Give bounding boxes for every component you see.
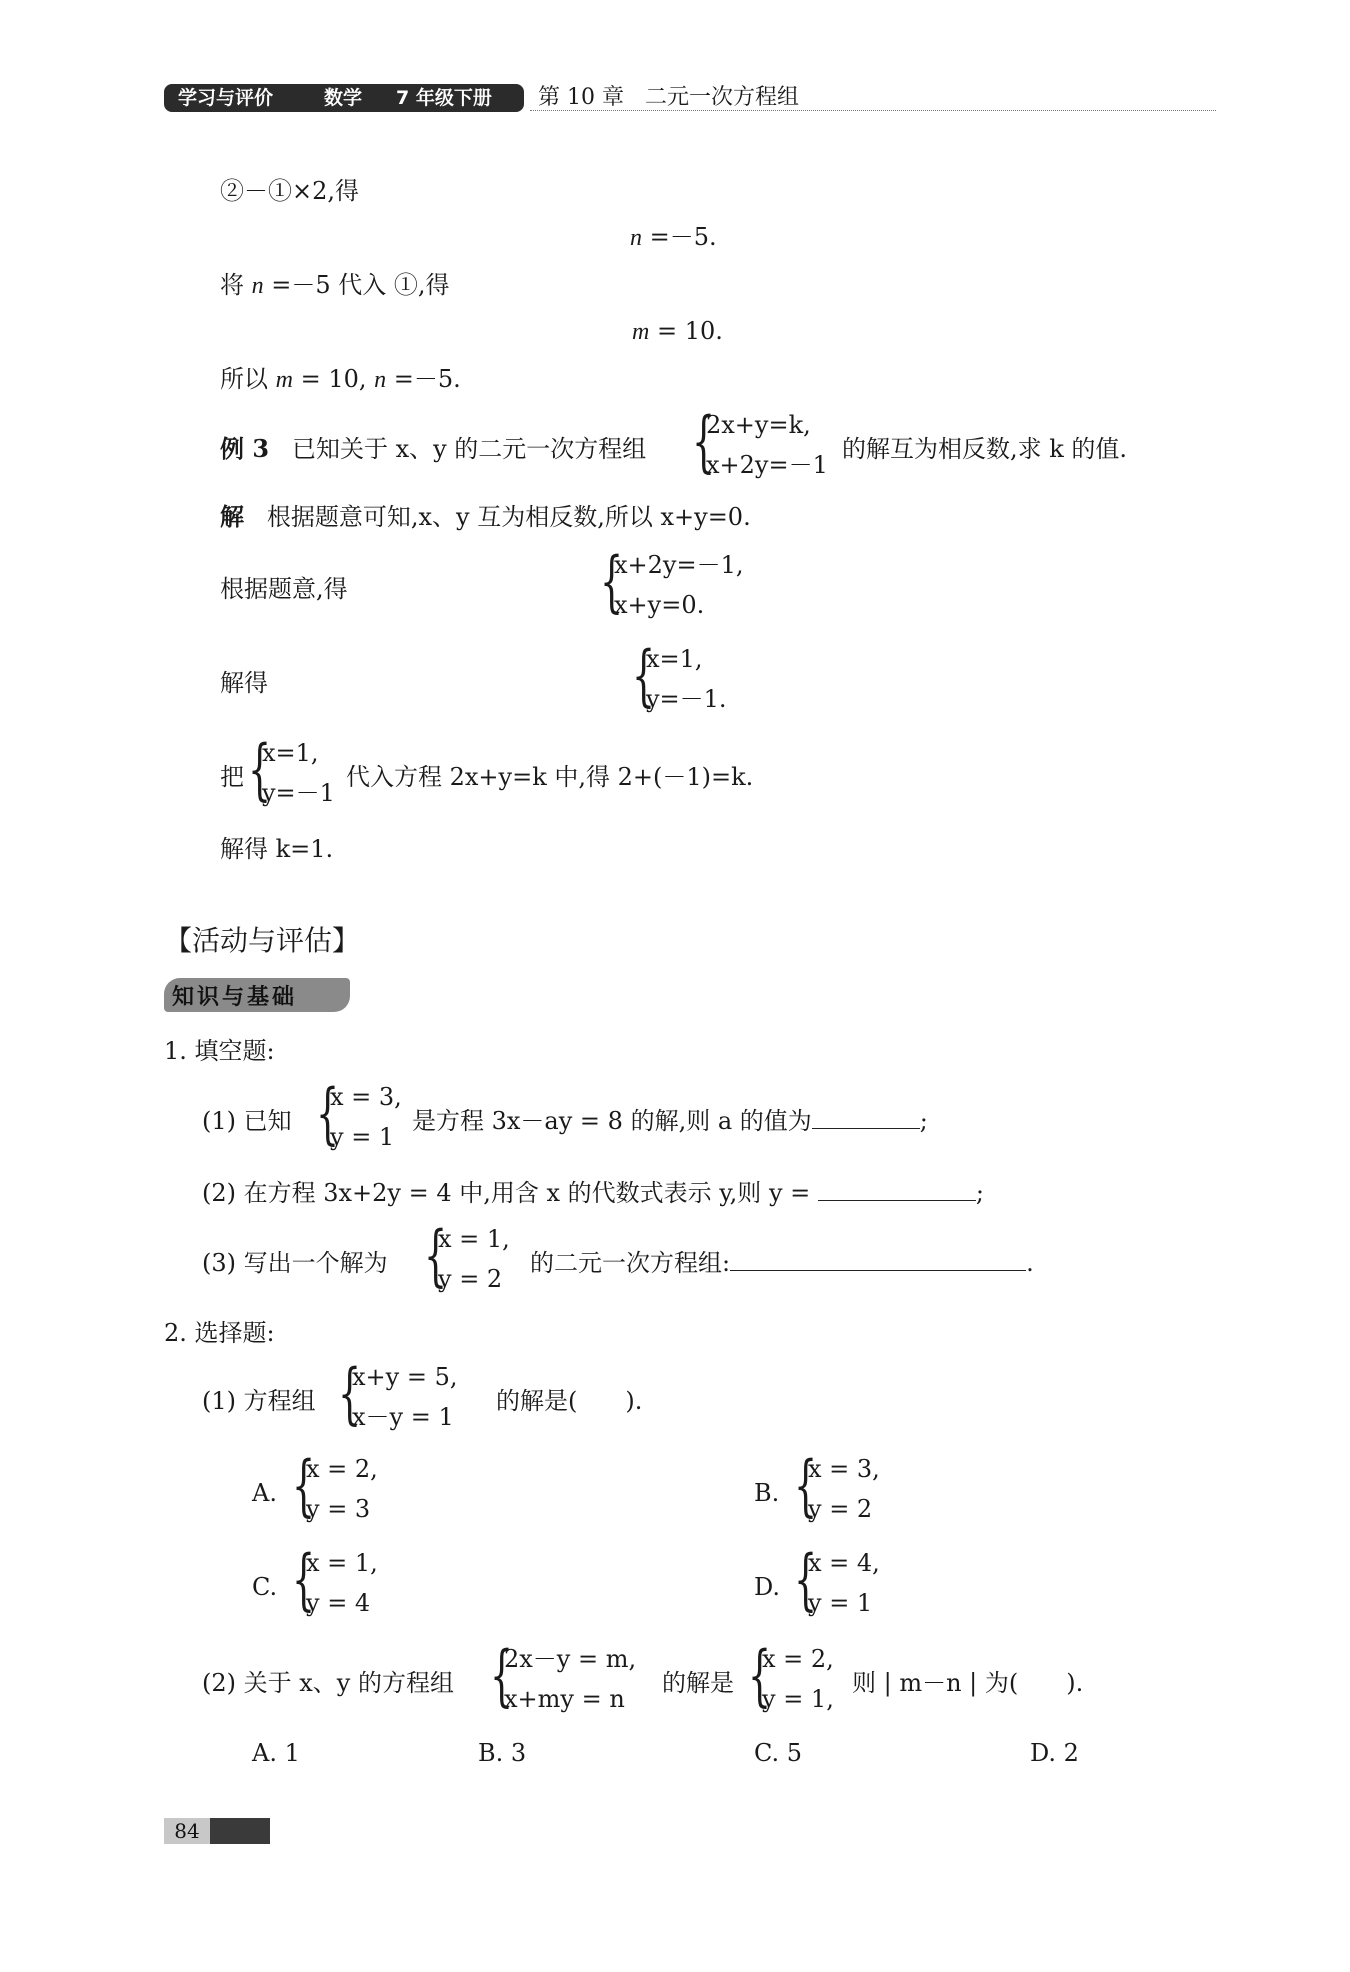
solution-line-4-post: 代入方程 2x+y=k 中,得 2+(－1)=k. [346, 763, 754, 791]
q2-p1-system [338, 1355, 488, 1436]
option-a-label[interactable]: A. [252, 1479, 277, 1507]
example3-text-after: 的解互为相反数,求 k 的值. [842, 435, 1128, 463]
system-line-2: y = 2 [808, 1495, 873, 1523]
brace-icon: { [490, 1637, 514, 1714]
system-line-2: y = 3 [306, 1495, 371, 1523]
section-title: 【活动与评估】 [164, 924, 361, 957]
system-line-1: 2x+y=k, [706, 411, 811, 439]
section-banner [164, 978, 350, 1012]
header-divider [530, 110, 1216, 111]
system-line-1: x = 3, [330, 1083, 402, 1111]
brace-icon: { [794, 1447, 818, 1524]
brace-icon: { [248, 731, 272, 808]
option-a-system[interactable] [292, 1447, 402, 1528]
brace-icon: { [748, 1637, 772, 1714]
q2-p2-system [490, 1637, 660, 1718]
system-line-2: y=－1. [646, 685, 727, 713]
option-d[interactable]: D. 2 [1030, 1739, 1079, 1767]
solution-text: 根据题意可知,x、y 互为相反数,所以 x+y=0. [266, 503, 751, 531]
chapter-title: 二元一次方程组 [644, 85, 799, 110]
q1-p2-answer-blank[interactable] [818, 1178, 976, 1201]
solution-label: 解 [220, 502, 244, 531]
q1-title: 1. 填空题: [164, 1037, 275, 1065]
solution-line-3: 解得 [220, 669, 268, 697]
page-number: 84 [164, 1818, 210, 1844]
brace-icon: { [424, 1217, 448, 1294]
q1-p1-answer-blank[interactable] [812, 1106, 920, 1129]
system-line-1: x = 1, [438, 1225, 510, 1253]
q1-p3-post [530, 1248, 1034, 1278]
system-line-1: x = 3, [808, 1455, 880, 1483]
system-line-2: x+y=0. [614, 591, 705, 619]
solution-line-4-pre: 把 [220, 763, 244, 791]
option-c-label[interactable]: C. [252, 1573, 278, 1601]
header-book-pill [164, 84, 524, 112]
q2-p2-pre: (2) 关于 x、y 的方程组 [202, 1669, 454, 1697]
chapter-number: 第 10 章 [538, 85, 624, 110]
system-line-2: y = 1 [808, 1589, 873, 1617]
solution-system-4 [248, 731, 348, 812]
q1-p1-pre: (1) 已知 [202, 1107, 292, 1135]
q2-p2-solution-system [748, 1637, 848, 1718]
option-a[interactable]: A. 1 [252, 1739, 300, 1767]
q1-p3-system [424, 1217, 524, 1298]
q1-p1-end: ; [919, 1107, 928, 1135]
brace-icon: { [292, 1447, 316, 1524]
solution-line-1 [220, 502, 751, 532]
brace-icon: { [292, 1541, 316, 1618]
equation-m: m = 10. [632, 317, 723, 345]
system-line-2: x－y = 1 [352, 1403, 454, 1431]
equation-n: n =－5. [630, 223, 717, 251]
header-subject: 数学 [324, 87, 363, 109]
system-line-1: x = 4, [808, 1549, 880, 1577]
system-line-2: y = 4 [306, 1589, 371, 1617]
solution-final: 解得 k=1. [220, 835, 334, 863]
system-line-2: y = 2 [438, 1265, 503, 1293]
solution-system-2 [600, 543, 780, 624]
system-line-1: x+y = 5, [352, 1363, 458, 1391]
system-line-2: y=－1 [262, 779, 335, 807]
system-line-1: x = 2, [762, 1645, 834, 1673]
q1-p1-text: 是方程 3x－ay = 8 的解,则 a 的值为 [412, 1107, 812, 1135]
conclusion: 所以 m = 10, n =－5. [220, 365, 461, 393]
header-chapter [538, 84, 799, 112]
brace-icon: { [600, 543, 624, 620]
q1-p2-text: (2) 在方程 3x+2y = 4 中,用含 x 的代数式表示 y,则 y = [202, 1179, 811, 1207]
brace-icon: { [632, 637, 656, 714]
system-line-2: x+my = n [504, 1685, 625, 1713]
q1-p3-pre: (3) 写出一个解为 [202, 1249, 388, 1277]
system-line-1: x+2y=－1, [614, 551, 744, 579]
option-b-system[interactable] [794, 1447, 904, 1528]
q1-p3-end: . [1026, 1249, 1034, 1277]
header-grade: 7 年级下册 [396, 87, 492, 109]
option-d-label[interactable]: D. [754, 1573, 781, 1601]
brace-icon: { [338, 1355, 362, 1432]
q2-p2-post: 则 | m－n | 为( ). [852, 1669, 1084, 1697]
system-line-1: 2x－y = m, [504, 1645, 637, 1673]
page-number-box [164, 1818, 270, 1844]
banner-label: 知识与基础 [172, 985, 298, 1010]
q2-p2-mid: 的解是 [662, 1669, 734, 1697]
q1-p2-end: ; [975, 1179, 984, 1207]
brace-icon: { [316, 1075, 340, 1152]
brace-icon: { [692, 403, 716, 480]
q1-p3-answer-blank[interactable] [730, 1248, 1026, 1271]
q2-p1-pre: (1) 方程组 [202, 1387, 316, 1415]
system-line-2: y = 1 [330, 1123, 395, 1151]
step-1: ②－①×2,得 [220, 177, 360, 205]
q1-p2 [202, 1178, 984, 1208]
q2-title: 2. 选择题: [164, 1319, 275, 1347]
example3-line [220, 434, 646, 464]
example3-label: 例 3 [220, 434, 270, 463]
option-c[interactable]: C. 5 [754, 1739, 803, 1767]
system-line-1: x=1, [262, 739, 319, 767]
example3-system [692, 403, 842, 484]
option-b-label[interactable]: B. [754, 1479, 780, 1507]
header-book: 学习与评价 [178, 87, 274, 109]
system-line-2: x+2y=－1 [706, 451, 828, 479]
option-c-system[interactable] [292, 1541, 402, 1622]
q1-p1-post [412, 1106, 928, 1136]
solution-line-2: 根据题意,得 [220, 575, 348, 603]
option-d-system[interactable] [794, 1541, 904, 1622]
q1-p1-system [316, 1075, 416, 1156]
solution-system-3 [632, 637, 752, 718]
q1-p3-text: 的二元一次方程组: [530, 1249, 731, 1277]
system-line-1: x=1, [646, 645, 703, 673]
system-line-1: x = 2, [306, 1455, 378, 1483]
system-line-2: y = 1, [762, 1685, 834, 1713]
brace-icon: { [794, 1541, 818, 1618]
q2-p1-post: 的解是( ). [496, 1387, 643, 1415]
option-b[interactable]: B. 3 [478, 1739, 527, 1767]
step-2: 将 n =－5 代入 ①,得 [220, 271, 450, 299]
example3-text-before: 已知关于 x、y 的二元一次方程组 [291, 435, 647, 463]
system-line-1: x = 1, [306, 1549, 378, 1577]
